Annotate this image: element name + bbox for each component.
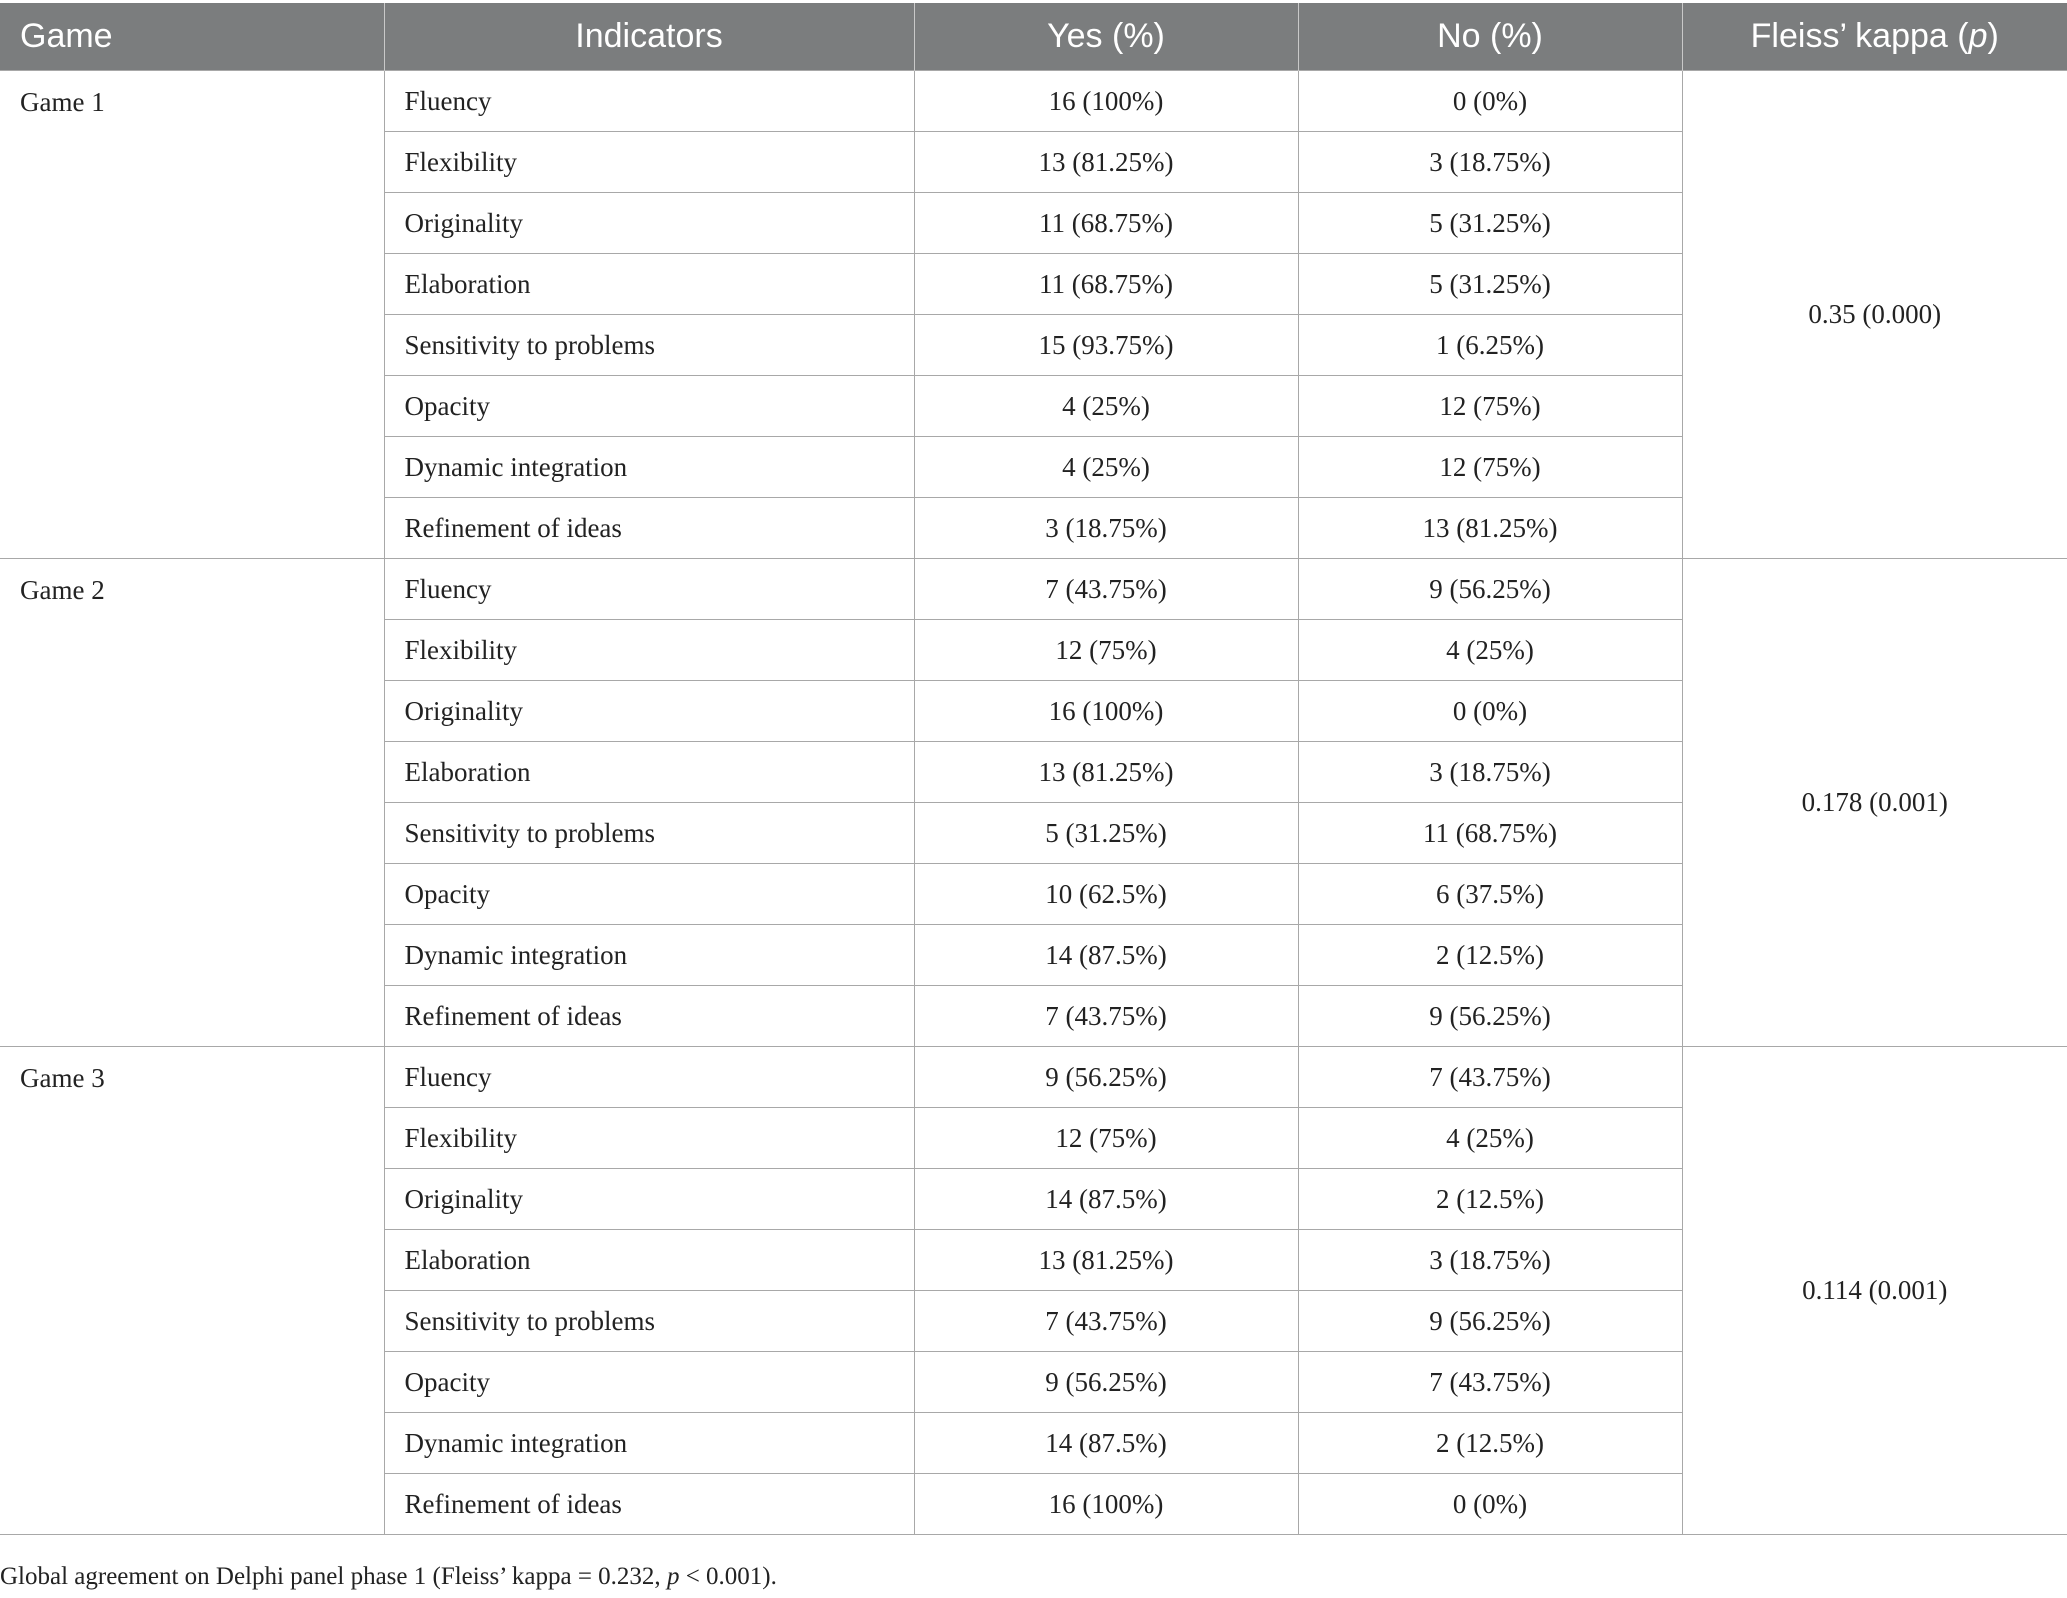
header-kappa-suffix: ) [1987,17,1999,55]
header-kappa [1682,3,2067,71]
table-header [0,3,2067,71]
table-container [0,3,2067,1535]
indicator-cell: Elaboration [384,1230,914,1291]
indicator-cell: Opacity [384,376,914,437]
no-cell: 1 (6.25%) [1298,315,1682,376]
no-cell: 9 (56.25%) [1298,559,1682,620]
indicator-cell: Opacity [384,1352,914,1413]
table-footnote [0,1563,777,1591]
indicator-cell: Sensitivity to problems [384,315,914,376]
no-cell: 6 (37.5%) [1298,864,1682,925]
no-cell: 3 (18.75%) [1298,132,1682,193]
yes-cell: 5 (31.25%) [914,803,1298,864]
indicator-cell: Elaboration [384,742,914,803]
indicator-cell: Fluency [384,71,914,132]
no-cell: 12 (75%) [1298,376,1682,437]
yes-cell: 11 (68.75%) [914,254,1298,315]
yes-cell: 7 (43.75%) [914,559,1298,620]
yes-cell: 13 (81.25%) [914,1230,1298,1291]
indicator-cell: Refinement of ideas [384,986,914,1047]
table-row [0,559,2067,620]
no-cell: 5 (31.25%) [1298,193,1682,254]
no-cell: 9 (56.25%) [1298,986,1682,1047]
no-cell: 12 (75%) [1298,437,1682,498]
yes-cell: 13 (81.25%) [914,742,1298,803]
indicator-cell: Dynamic integration [384,1413,914,1474]
yes-cell: 16 (100%) [914,71,1298,132]
header-row [0,3,2067,71]
indicator-cell: Refinement of ideas [384,1474,914,1535]
yes-cell: 14 (87.5%) [914,925,1298,986]
no-cell: 4 (25%) [1298,620,1682,681]
yes-cell: 7 (43.75%) [914,1291,1298,1352]
no-cell: 3 (18.75%) [1298,1230,1682,1291]
table-body [0,71,2067,1535]
indicator-cell: Flexibility [384,620,914,681]
yes-cell: 9 (56.25%) [914,1352,1298,1413]
table-row [0,71,2067,132]
yes-cell: 15 (93.75%) [914,315,1298,376]
indicator-cell: Originality [384,193,914,254]
table-row [0,1047,2067,1108]
game-cell: Game 2 [0,559,384,1047]
yes-cell: 16 (100%) [914,1474,1298,1535]
no-cell: 2 (12.5%) [1298,1413,1682,1474]
indicator-cell: Sensitivity to problems [384,803,914,864]
footnote-text-before: Global agreement on Delphi panel phase 1 (Fleiss’ kappa = 0.232, [0,1563,667,1590]
agreement-table [0,3,2067,1535]
indicator-cell: Originality [384,1169,914,1230]
header-game: Game [0,3,384,71]
indicator-cell: Refinement of ideas [384,498,914,559]
yes-cell: 11 (68.75%) [914,193,1298,254]
indicator-cell: Fluency [384,1047,914,1108]
kappa-cell: 0.114 (0.001) [1682,1047,2067,1535]
game-cell: Game 1 [0,71,384,559]
header-yes: Yes (%) [914,3,1298,71]
no-cell: 2 (12.5%) [1298,1169,1682,1230]
header-indicators: Indicators [384,3,914,71]
header-kappa-prefix: Fleiss’ kappa ( [1750,17,1969,55]
yes-cell: 10 (62.5%) [914,864,1298,925]
yes-cell: 13 (81.25%) [914,132,1298,193]
no-cell: 0 (0%) [1298,681,1682,742]
indicator-cell: Dynamic integration [384,437,914,498]
no-cell: 5 (31.25%) [1298,254,1682,315]
game-cell: Game 3 [0,1047,384,1535]
yes-cell: 4 (25%) [914,437,1298,498]
indicator-cell: Opacity [384,864,914,925]
kappa-cell: 0.35 (0.000) [1682,71,2067,559]
yes-cell: 4 (25%) [914,376,1298,437]
yes-cell: 14 (87.5%) [914,1413,1298,1474]
no-cell: 2 (12.5%) [1298,925,1682,986]
indicator-cell: Dynamic integration [384,925,914,986]
kappa-cell: 0.178 (0.001) [1682,559,2067,1047]
no-cell: 7 (43.75%) [1298,1047,1682,1108]
footnote-text-after: < 0.001). [679,1563,777,1590]
indicator-cell: Fluency [384,559,914,620]
yes-cell: 16 (100%) [914,681,1298,742]
yes-cell: 3 (18.75%) [914,498,1298,559]
yes-cell: 9 (56.25%) [914,1047,1298,1108]
indicator-cell: Originality [384,681,914,742]
no-cell: 0 (0%) [1298,71,1682,132]
indicator-cell: Sensitivity to problems [384,1291,914,1352]
no-cell: 3 (18.75%) [1298,742,1682,803]
yes-cell: 7 (43.75%) [914,986,1298,1047]
yes-cell: 14 (87.5%) [914,1169,1298,1230]
indicator-cell: Flexibility [384,132,914,193]
no-cell: 13 (81.25%) [1298,498,1682,559]
no-cell: 4 (25%) [1298,1108,1682,1169]
no-cell: 9 (56.25%) [1298,1291,1682,1352]
yes-cell: 12 (75%) [914,620,1298,681]
no-cell: 0 (0%) [1298,1474,1682,1535]
indicator-cell: Elaboration [384,254,914,315]
no-cell: 7 (43.75%) [1298,1352,1682,1413]
header-no: No (%) [1298,3,1682,71]
yes-cell: 12 (75%) [914,1108,1298,1169]
header-kappa-p: p [1968,17,1988,55]
footnote-p: p [666,1563,680,1590]
indicator-cell: Flexibility [384,1108,914,1169]
no-cell: 11 (68.75%) [1298,803,1682,864]
